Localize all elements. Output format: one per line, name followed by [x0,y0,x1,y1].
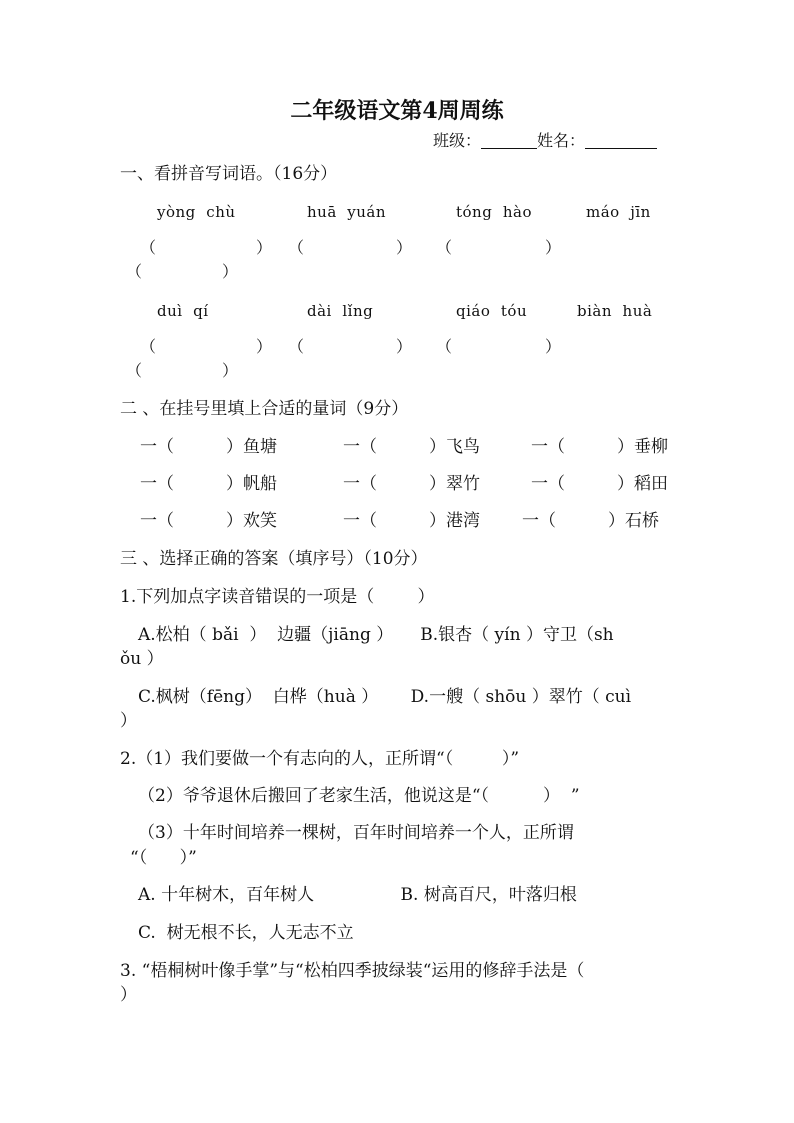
answer-paren-open: （ [288,238,305,257]
measure-item: ）稻田 [617,474,668,494]
name-label: 姓名： [537,131,586,150]
answer-paren-close: ） [256,238,273,257]
measure-item: ）港湾 [429,511,480,531]
pinyin-2-2: dài lǐng [307,302,374,320]
measure-item: ）欢笑 [226,511,277,531]
measure-prefix: 一（ [343,474,377,494]
measure-prefix: 一（ [531,437,565,457]
section-2-heading: 二 、在挂号里填上合适的量词（9分） [120,399,409,419]
question-2-3-cont: “（ ）” [130,848,197,868]
answer-paren-close: ） [222,262,239,281]
answer-paren-open: （ [140,238,157,257]
question-1-options-ab-cont: ǒu ） [120,649,164,669]
question-3: 3. “梧桐树叶像手掌”与“松柏四季披绿装“运用的修辞手法是（ [120,961,585,981]
measure-prefix: 一（ [343,437,377,457]
measure-item: ）垂柳 [617,437,668,457]
question-1: 1.下列加点字读音错误的一项是（ ） [120,587,435,607]
question-3-cont: ） [120,985,137,1005]
measure-item: ）鱼塘 [226,437,277,457]
measure-prefix: 一（ [343,511,377,531]
measure-prefix: 一（ [522,511,556,531]
page-title: 二年级语文第4周周练 [290,98,504,124]
section-3-heading: 三 、选择正确的答案（填序号）（10分） [120,549,428,569]
measure-item: ）帆船 [226,474,277,494]
question-2-1: 2.（1）我们要做一个有志向的人，正所谓“（ ）” [120,749,520,769]
answer-paren-open: （ [436,238,453,257]
pinyin-1-3: tóng hào [456,203,532,221]
answer-paren-open: （ [436,337,453,356]
pinyin-2-3: qiáo tóu [456,302,528,320]
answer-paren-open: （ [140,337,157,356]
answer-paren-open: （ [126,262,143,281]
measure-prefix: 一（ [140,474,174,494]
name-blank[interactable] [585,132,657,149]
answer-paren-open: （ [126,361,143,380]
answer-paren-close: ） [396,238,413,257]
answer-paren-open: （ [288,337,305,356]
question-2-options-ab: A. 十年树木，百年树人 B. 树高百尺，叶落归根 [138,885,577,905]
question-2-3: （3）十年时间培养一棵树，百年时间培养一个人，正所谓 [138,823,574,843]
class-blank[interactable] [481,132,537,149]
pinyin-2-1: duì qí [157,302,209,320]
answer-paren-close: ） [222,361,239,380]
question-1-options-cd-cont: ） [120,711,137,731]
pinyin-1-4: máo jīn [586,203,651,221]
measure-prefix: 一（ [140,511,174,531]
section-1-heading: 一、看拼音写词语。（16分） [120,164,338,184]
question-1-options-ab: A.松柏（ bǎi ） 边疆（jiāng ） B.银杏（ yín ）守卫（sh [138,625,614,645]
answer-paren-close: ） [396,337,413,356]
answer-paren-close: ） [256,337,273,356]
measure-item: ）石桥 [608,511,659,531]
measure-item: ）飞鸟 [429,437,480,457]
pinyin-1-1: yòng chù [157,203,236,221]
question-2-2: （2）爷爷退休后搬回了老家生活，他说这是“（ ） ” [138,786,580,806]
class-label: 班级： [433,131,482,150]
answer-paren-close: ） [545,238,562,257]
measure-prefix: 一（ [531,474,565,494]
student-info [433,131,657,151]
measure-item: ）翠竹 [429,474,480,494]
pinyin-1-2: huā yuán [307,203,387,221]
question-2-option-c: C. 树无根不长，人无志不立 [138,923,354,943]
answer-paren-close: ） [545,337,562,356]
measure-prefix: 一（ [140,437,174,457]
pinyin-2-4: biàn huà [577,302,653,320]
question-1-options-cd: C.枫树（fēng） 白桦（huà ） D.一艘（ shōu ）翠竹（ cuì [138,687,632,707]
